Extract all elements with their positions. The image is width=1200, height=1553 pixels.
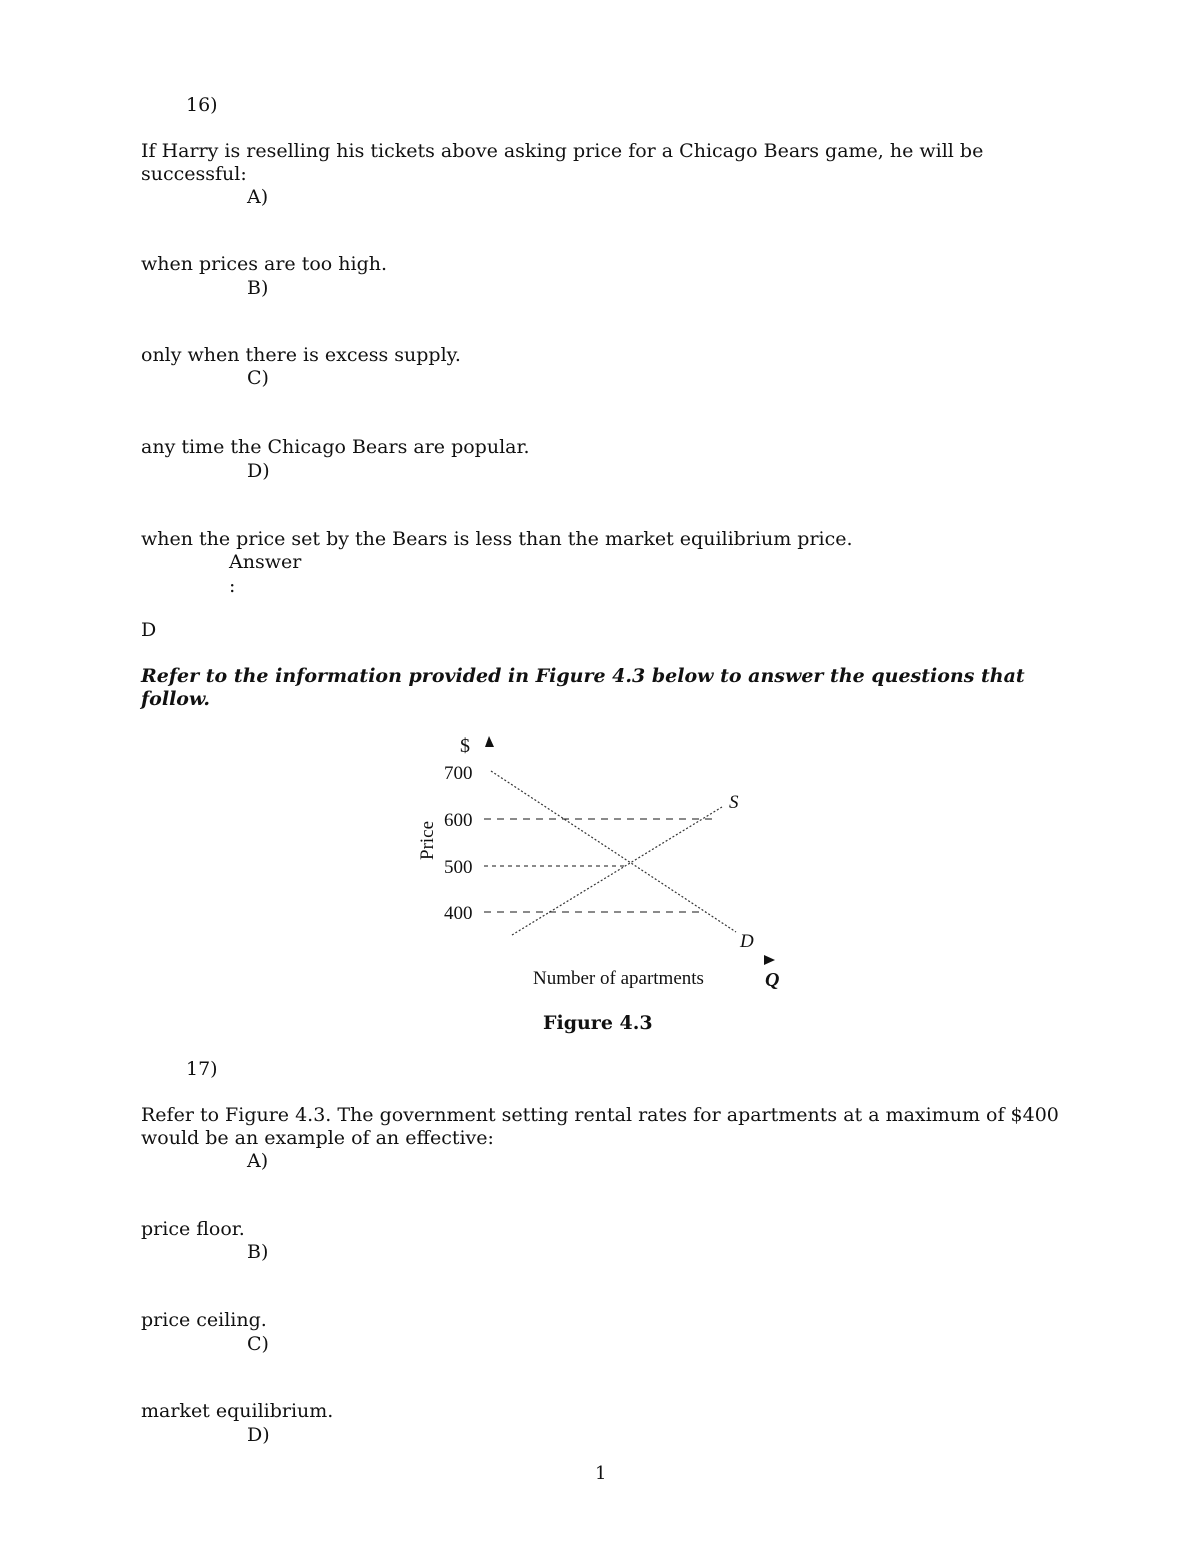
x-axis-symbol: Q: [765, 969, 780, 991]
q16-option-a-letter: A): [247, 186, 269, 208]
y-tick-600: 600: [444, 810, 473, 831]
y-tick-500: 500: [444, 857, 473, 878]
q17-option-c-text: market equilibrium.: [141, 1400, 334, 1422]
y-axis-symbol: $: [460, 735, 470, 757]
figure-caption: Figure 4.3: [543, 1012, 653, 1034]
q16-option-c-letter: C): [247, 367, 269, 389]
y-tick-400: 400: [444, 903, 473, 924]
demand-curve: [491, 771, 736, 932]
x-axis-arrow-icon: [764, 955, 775, 965]
question-17-number: 17): [186, 1058, 218, 1080]
question-16-text: If Harry is reselling his tickets above asking price for a Chicago Bears game, he will be successful:: [141, 140, 984, 185]
question-16-number: 16): [186, 94, 218, 116]
figure-instruction: Refer to the information provided in Figure 4.3 below to answer the questions that follow.: [141, 665, 1025, 710]
q17-option-c-letter: C): [247, 1333, 269, 1355]
q16-option-c-text: any time the Chicago Bears are popular.: [141, 436, 530, 458]
q17-option-b-letter: B): [247, 1241, 269, 1263]
answer-value: D: [141, 619, 157, 641]
answer-label: Answer: [229, 551, 302, 573]
demand-label: D: [740, 931, 754, 952]
q16-option-d-text: when the price set by the Bears is less than the market equilibrium price.: [141, 528, 853, 550]
q16-option-a-text: when prices are too high.: [141, 253, 388, 275]
q17-option-b-text: price ceiling.: [141, 1309, 267, 1331]
page-number: 1: [595, 1463, 607, 1484]
supply-label: S: [729, 792, 739, 813]
q16-option-b-letter: B): [247, 277, 269, 299]
q17-option-a-letter: A): [247, 1150, 269, 1172]
x-axis-label: Number of apartments: [533, 968, 704, 989]
question-17-text: Refer to Figure 4.3. The government setting rental rates for apartments at a maximum of $400 would be an example of an effective:: [141, 1104, 1059, 1149]
q17-option-d-letter: D): [247, 1424, 270, 1446]
q16-option-b-text: only when there is excess supply.: [141, 344, 461, 366]
supply-curve: [512, 807, 722, 935]
answer-colon: :: [229, 575, 236, 597]
q17-option-a-text: price floor.: [141, 1218, 245, 1240]
q16-option-d-letter: D): [247, 460, 270, 482]
y-axis-label: Price: [417, 820, 438, 860]
y-axis-arrow-icon: [485, 736, 494, 747]
y-tick-700: 700: [444, 763, 473, 784]
